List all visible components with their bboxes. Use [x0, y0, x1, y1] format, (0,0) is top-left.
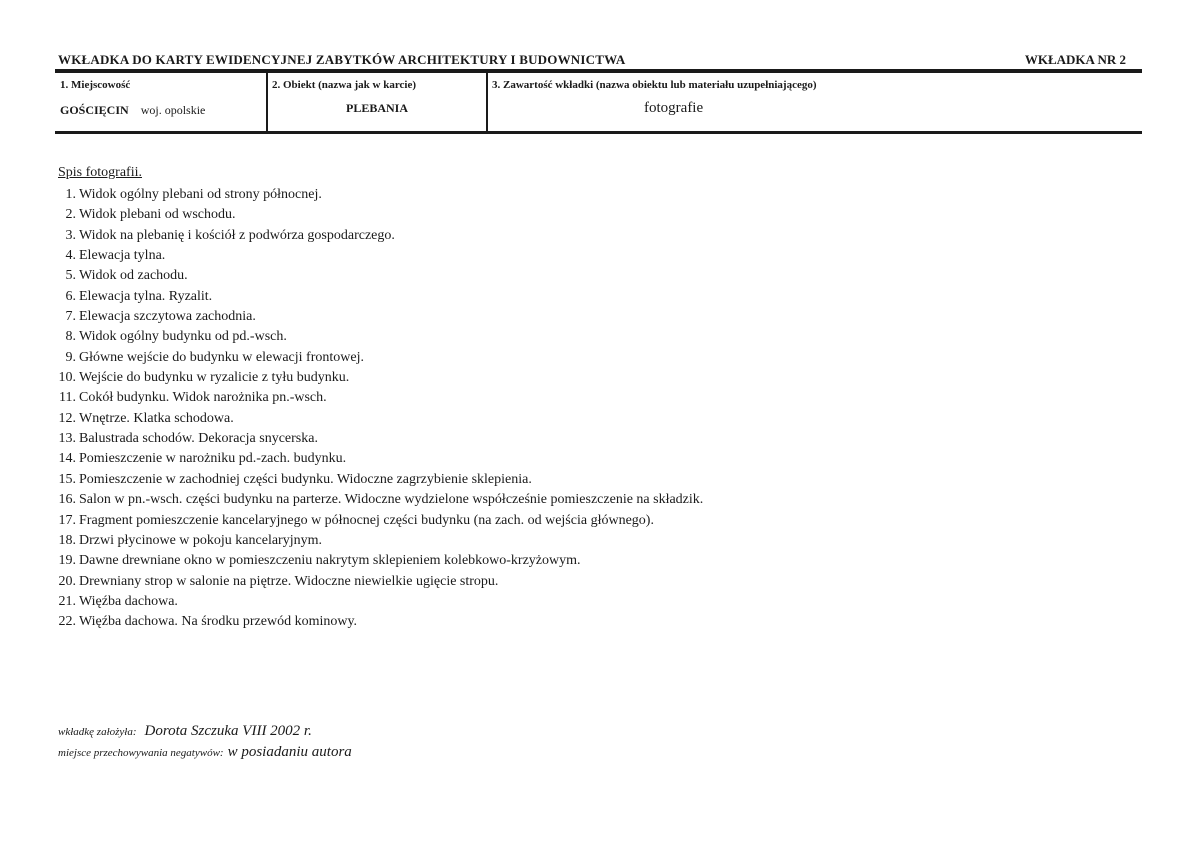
list-item — [0, 205, 1199, 225]
list-item-number: 3. — [65, 227, 76, 243]
list-item-text: Drzwi płycinowe w pokoju kancelaryjnym. — [79, 532, 322, 548]
list-item-number: 6. — [65, 288, 76, 304]
list-item-number: 8. — [65, 329, 76, 345]
contents-value: fotografie — [644, 100, 704, 116]
list-item — [0, 470, 1199, 490]
list-item-text: Salon w pn.-wsch. części budynku na parterze. Widoczne wydzielone współcześnie pomieszczenie na składzik. — [79, 492, 704, 508]
list-item — [0, 429, 1199, 449]
insert-number: WKŁADKA NR 2 — [1024, 52, 1126, 67]
negatives-line — [58, 743, 352, 761]
list-item — [0, 226, 1199, 246]
header-rule-bottom — [55, 131, 1142, 134]
column-divider-2 — [486, 73, 488, 131]
list-item-text: Pomieszczenie w narożniku pd.-zach. budynku. — [79, 451, 347, 467]
list-item — [0, 511, 1199, 531]
list-item — [0, 307, 1199, 327]
negatives-label: miejsce przechowywania negatywów: — [58, 747, 224, 759]
list-item-text: Dawne drewniane okno w pomieszczeniu nakrytym sklepieniem kolebkowo-krzyżowym. — [79, 553, 581, 569]
list-item-text: Główne wejście do budynku w elewacji frontowej. — [79, 349, 364, 365]
list-item-number: 1. — [65, 187, 76, 202]
list-item-text: Elewacja tylna. — [79, 248, 166, 264]
list-item-number: 21. — [58, 593, 76, 609]
list-item-number: 18. — [58, 532, 76, 548]
list-item — [0, 449, 1199, 469]
negatives-value: w posiadaniu autora — [227, 744, 352, 760]
document-header — [58, 52, 1128, 70]
header-rule-top — [55, 69, 1142, 73]
list-item-number: 11. — [59, 390, 76, 406]
list-item — [0, 388, 1199, 408]
locality-label: 1. Miejscowość — [60, 79, 131, 91]
list-item-text: Wnętrze. Klatka schodowa. — [79, 410, 234, 426]
list-item-text: Drewniany strop w salonie na piętrze. Widoczne niewielkie ugięcie stropu. — [79, 573, 499, 589]
locality-name: GOŚCIĘCIN — [60, 103, 129, 117]
list-item-text: Elewacja szczytowa zachodnia. — [79, 309, 256, 325]
list-item-text: Fragment pomieszczenie kancelaryjnego w północnej części budynku (na zach. od wejścia głównego). — [79, 512, 654, 528]
list-item — [0, 531, 1199, 551]
list-item-number: 15. — [58, 471, 76, 487]
author-line — [58, 722, 312, 740]
list-item — [0, 572, 1199, 592]
list-item — [0, 266, 1199, 286]
list-item-number: 5. — [65, 268, 76, 284]
list-item-number: 12. — [58, 410, 76, 426]
object-label: 2. Obiekt (nazwa jak w karcie) — [272, 79, 417, 91]
author-value: Dorota Szczuka VIII 2002 r. — [144, 723, 312, 739]
list-item-number: 9. — [65, 349, 76, 365]
locality-value — [60, 101, 205, 119]
list-item-text: Widok ogólny plebani od strony północnej. — [79, 187, 322, 202]
list-item-text: Widok na plebanię i kościół z podwórza gospodarczego. — [79, 227, 395, 243]
list-item — [0, 327, 1199, 347]
photo-list-title: Spis fotografii. — [58, 165, 142, 180]
list-item-number: 16. — [58, 492, 76, 508]
voivodeship: woj. opolskie — [140, 103, 206, 117]
contents-label: 3. Zawartość wkładki (nazwa obiektu lub materiału uzupełniającego) — [492, 79, 817, 91]
list-item-number: 7. — [65, 309, 76, 325]
list-item — [0, 551, 1199, 571]
list-item-text: Cokół budynku. Widok narożnika pn.-wsch. — [79, 390, 327, 406]
list-item — [0, 348, 1199, 368]
list-item-number: 17. — [58, 512, 76, 528]
list-item-number: 2. — [65, 207, 76, 223]
list-item — [0, 246, 1199, 266]
list-item — [0, 409, 1199, 429]
list-item-text: Wejście do budynku w ryzalicie z tyłu budynku. — [79, 370, 350, 386]
photo-list — [0, 185, 1199, 633]
list-item — [0, 185, 1199, 205]
list-item-number: 14. — [58, 451, 76, 467]
list-item-text: Pomieszczenie w zachodniej części budynku. Widoczne zagrzybienie sklepienia. — [79, 471, 532, 487]
author-label: wkładkę założyła: — [58, 726, 137, 738]
list-item-number: 4. — [65, 248, 76, 264]
list-item-text: Więźba dachowa. — [79, 593, 178, 609]
list-item-text: Widok od zachodu. — [79, 268, 188, 284]
object-value: PLEBANIA — [345, 101, 408, 115]
list-item-number: 22. — [58, 614, 76, 630]
list-item-text: Elewacja tylna. Ryzalit. — [79, 288, 213, 304]
list-item-number: 13. — [58, 431, 76, 447]
list-item-text: Balustrada schodów. Dekoracja snycerska. — [79, 431, 318, 447]
list-item — [0, 490, 1199, 510]
list-item — [0, 368, 1199, 388]
list-item — [0, 612, 1199, 632]
list-item-number: 20. — [58, 573, 76, 589]
list-item-text: Widok ogólny budynku od pd.-wsch. — [79, 329, 287, 345]
list-item-number: 19. — [58, 553, 76, 569]
list-item-number: 10. — [58, 370, 76, 386]
list-item-text: Widok plebani od wschodu. — [79, 207, 236, 223]
list-item — [0, 287, 1199, 307]
list-item — [0, 592, 1199, 612]
list-item-text: Więźba dachowa. Na środku przewód kominowy. — [79, 614, 358, 630]
document-title: WKŁADKA DO KARTY EWIDENCYJNEJ ZABYTKÓW ARCHITEKTURY I BUDOWNICTWA — [58, 52, 626, 67]
